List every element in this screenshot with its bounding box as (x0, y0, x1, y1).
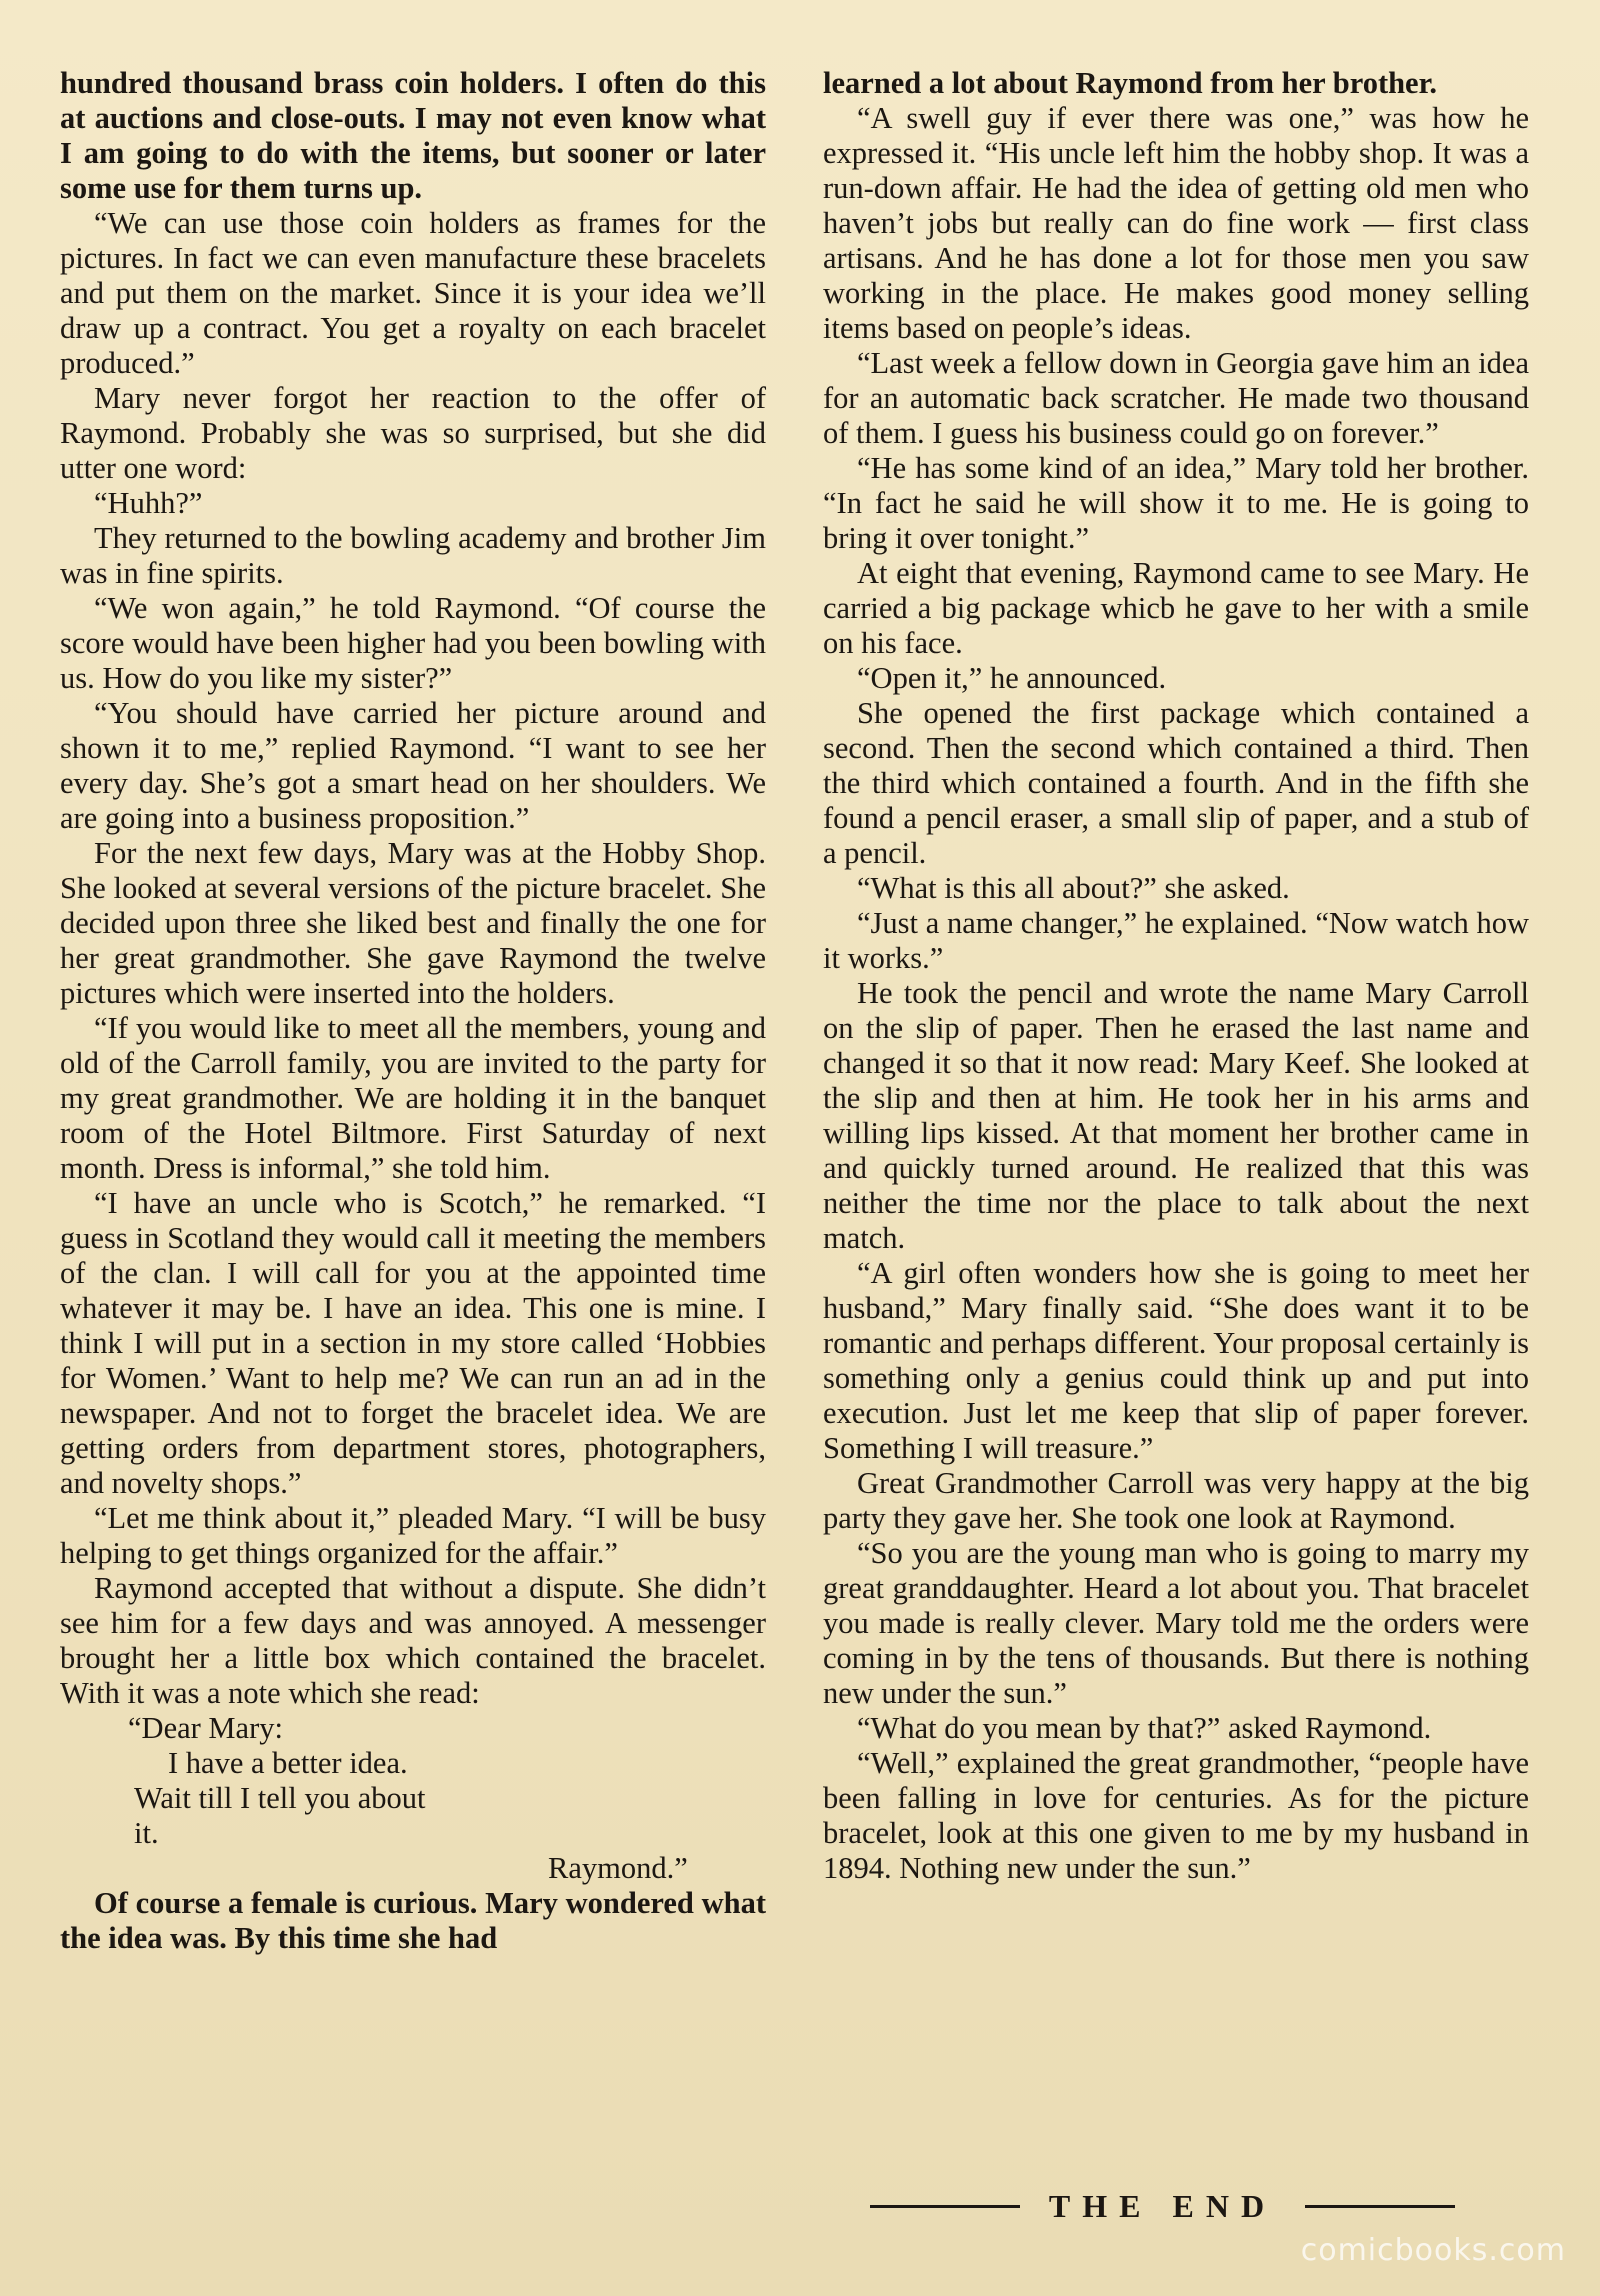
paragraph: Mary never forgot her reaction to the offer of Raymond. Probably she was so surprised, but she did utter one word: (60, 381, 766, 485)
paragraph: “So you are the young man who is going to marry my great granddaughter. Heard a lot about you. That bracelet you made is really clever. Mary told me the orders were coming in by the tens of thousands. But there is nothing new under the sun.” (823, 1536, 1529, 1710)
paragraph: learned a lot about Raymond from her brother. (823, 66, 1437, 100)
paragraph: “You should have carried her picture around and shown it to me,” replied Raymond. “I want to see her every day. She’s got a smart head on her shoulders. We are going into a business proposition.” (60, 696, 766, 835)
end-text: THE END (1048, 2187, 1277, 2224)
paragraph: At eight that evening, Raymond came to see Mary. He carried a big package whicb he gave to her with a smile on his face. (823, 556, 1529, 660)
right-text-column (823, 66, 1529, 1886)
end-rule-right (1305, 2205, 1455, 2208)
paragraph: “Just a name changer,” he explained. “Now watch how it works.” (823, 906, 1529, 975)
paragraph: “A girl often wonders how she is going to meet her husband,” Mary finally said. “She does want it to be romantic and perhaps different. Your proposal certainly is something only a genius could think up and put into execution. Just let me keep that slip of paper forever. Something I will treasure.” (823, 1256, 1529, 1465)
paragraph: “Well,” explained the great grandmother, “people have been falling in love for centuries. As for the picture bracelet, look at this one given to me by my husband in 1894. Nothing new under the sun.” (823, 1746, 1529, 1885)
paragraph: Raymond accepted that without a dispute. She didn’t see him for a few days and was annoyed. A messenger brought her a little box which contained the bracelet. With it was a note which she read: (60, 1571, 766, 1710)
letter-signature: Raymond.” (548, 1851, 688, 1885)
paragraph: “If you would like to meet all the members, young and old of the Carroll family, you are invited to the party for my great grandmother. We are holding it in the banquet room of the Hotel Biltmore. First Saturday of next month. Dress is informal,” she told him. (60, 1011, 766, 1185)
paragraph: “Last week a fellow down in Georgia gave him an idea for an automatic back scratcher. He made two thousand of them. I guess his business could go on forever.” (823, 346, 1529, 450)
paragraph: “He has some kind of an idea,” Mary told her brother. “In fact he said he will show it to me. He is going to bring it over tonight.” (823, 451, 1529, 555)
paragraph: For the next few days, Mary was at the Hobby Shop. She looked at several versions of the picture bracelet. She decided upon three she liked best and finally the one for her great grandmother. She gave Raymond the twelve pictures which were inserted into the holders. (60, 836, 766, 1010)
paragraph: “Let me think about it,” pleaded Mary. “I will be busy helping to get things organized for the affair.” (60, 1501, 766, 1570)
paragraph: “I have an uncle who is Scotch,” he remarked. “I guess in Scotland they would call it meeting the members of the clan. I will call for you at the appointed time whatever it may be. I have an idea. This one is mine. I think I will put in a section in my store called ‘Hobbies for Women.’ Want to help me? We can run an ad in the newspaper. And not to forget the bracelet idea. We are getting orders from department stores, photographers, and novelty shops.” (60, 1186, 766, 1500)
paragraph: He took the pencil and wrote the name Mary Carroll on the slip of paper. Then he erased the last name and changed it so that it now read: Mary Keef. She looked at the slip and then at him. He took her in his arms and willing lips kissed. At that moment her brother came in and quickly turned around. He realized that this was neither the time nor the place to talk about the next match. (823, 976, 1529, 1255)
end-rule-left (870, 2205, 1020, 2208)
paragraph: “Open it,” he announced. (857, 661, 1167, 695)
note-letter (94, 1711, 766, 1886)
left-text-column (60, 66, 766, 1956)
paragraph: “We can use those coin holders as frames for the pictures. In fact we can even manufacture these bracelets and put them on the market. Since it is your idea we’ll draw up a contract. You get a royalty on each bracelet produced.” (60, 206, 766, 380)
paragraph: hundred thousand brass coin holders. I often do this at auctions and close-outs. I may not even know what I am going to do with the items, but sooner or later some use for them turns up. (60, 66, 766, 205)
paragraph: She opened the first package which contained a second. Then the second which contained a third. Then the third which contained a fourth. And in the fifth she found a pencil eraser, a small slip of paper, and a stub of a pencil. (823, 696, 1529, 870)
end-marker (870, 2188, 1455, 2224)
paragraph: “What do you mean by that?” asked Raymond. (857, 1711, 1432, 1745)
paragraph: “A swell guy if ever there was one,” was how he expressed it. “His uncle left him the hobby shop. It was a run-down affair. He had the idea of getting old men who haven’t jobs but really can do fine work — first class artisans. And he has done a lot for those men you saw working in the place. He makes good money selling items based on people’s ideas. (823, 101, 1529, 345)
paragraph: They returned to the bowling academy and brother Jim was in fine spirits. (60, 521, 766, 590)
watermark: comicbooks.com (1300, 2233, 1566, 2268)
paragraph: “Huhh?” (94, 486, 203, 520)
paragraph: Great Grandmother Carroll was very happy at the big party they gave her. She took one look at Raymond. (823, 1466, 1529, 1535)
letter-body: I have a better idea. Wait till I tell you about it. (134, 1746, 426, 1850)
paragraph: Of course a female is curious. Mary wondered what the idea was. By this time she had (60, 1886, 766, 1955)
paragraph: “What is this all about?” she asked. (857, 871, 1290, 905)
paragraph: “We won again,” he told Raymond. “Of course the score would have been higher had you been bowling with us. How do you like my sister?” (60, 591, 766, 695)
letter-salutation: “Dear Mary: (128, 1711, 283, 1745)
